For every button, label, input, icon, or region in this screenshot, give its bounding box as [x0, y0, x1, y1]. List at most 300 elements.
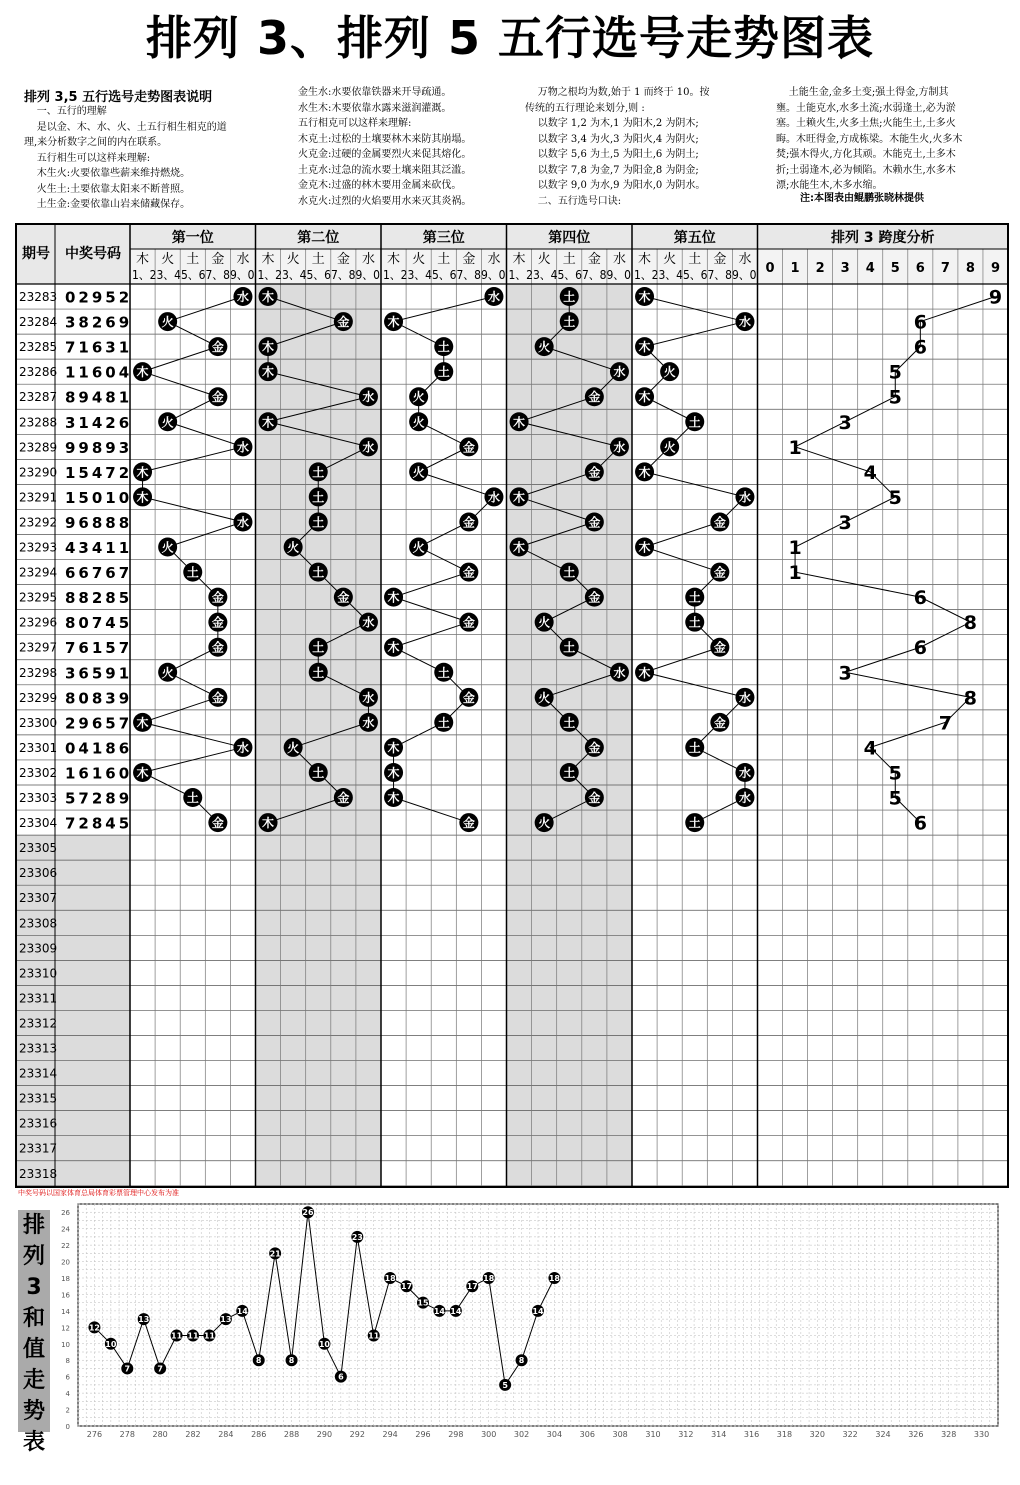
element-ball-label: 火	[538, 340, 551, 355]
element-ball-label: 金	[713, 515, 726, 530]
sum-point-label: 21	[269, 1249, 281, 1259]
period-label: 23305	[19, 841, 58, 856]
element-ball-label: 火	[161, 665, 174, 680]
sum-x-tick: 322	[842, 1430, 858, 1439]
element-ball-label: 木	[387, 315, 400, 330]
header-span-digit: 4	[865, 261, 875, 276]
header-position: 第二位	[297, 230, 340, 246]
header-element: 金	[462, 252, 476, 267]
header-element: 火	[286, 252, 300, 267]
period-label: 23295	[19, 590, 58, 605]
period-label: 23313	[19, 1041, 58, 1056]
span-value: 6	[913, 311, 927, 334]
period-label: 23287	[19, 390, 58, 405]
header-element: 水	[236, 252, 250, 267]
sum-point-label: 8	[288, 1356, 295, 1366]
element-ball-label: 火	[538, 816, 551, 831]
sum-point-label: 10	[318, 1339, 330, 1349]
element-ball-label: 土	[437, 365, 450, 380]
element-ball-label: 木	[513, 540, 526, 555]
sum-y-tick: 4	[65, 1390, 70, 1399]
header-element-digits: 1、23、45、67、89、0	[508, 268, 631, 282]
span-value: 3	[838, 511, 852, 534]
sum-y-tick: 12	[61, 1324, 70, 1333]
header-span-digit: 5	[890, 261, 900, 276]
element-ball-label: 土	[563, 765, 576, 780]
sum-chart-title-char: 势	[22, 1399, 45, 1424]
period-label: 23310	[19, 966, 58, 981]
header-span-digit: 1	[790, 261, 800, 276]
period-label: 23297	[19, 640, 58, 655]
element-ball-label: 水	[738, 315, 751, 330]
element-ball-label: 木	[262, 365, 275, 380]
element-ball-label: 金	[211, 615, 224, 630]
element-ball-label: 土	[437, 715, 450, 730]
sum-y-tick: 2	[65, 1406, 70, 1415]
sum-x-tick: 298	[448, 1430, 464, 1439]
element-ball-label: 金	[211, 590, 224, 605]
sum-point-label: 11	[203, 1331, 215, 1341]
winning-number: 71631	[65, 338, 133, 357]
sum-x-tick: 280	[152, 1430, 168, 1439]
sum-y-tick: 6	[65, 1373, 70, 1382]
sum-x-tick: 302	[513, 1430, 530, 1439]
winning-number: 99893	[65, 438, 133, 457]
sum-y-tick: 16	[61, 1291, 70, 1300]
element-ball-label: 土	[437, 665, 450, 680]
period-label: 23300	[19, 715, 58, 730]
element-ball-label: 火	[412, 540, 425, 555]
period-label: 23316	[19, 1116, 58, 1131]
span-value: 9	[988, 286, 1003, 309]
winning-number: 38269	[65, 313, 133, 332]
sum-chart-title-char: 表	[22, 1430, 45, 1455]
sum-y-tick: 26	[61, 1209, 70, 1218]
span-value: 4	[863, 461, 877, 484]
element-ball-label: 火	[412, 465, 425, 480]
winning-number: 43411	[65, 539, 133, 558]
element-ball-label: 水	[738, 690, 751, 705]
winning-number: 80745	[65, 614, 133, 633]
element-ball-label: 土	[688, 590, 701, 605]
winning-number: 29657	[65, 714, 133, 733]
winning-number: 88285	[65, 589, 133, 608]
element-ball-label: 水	[362, 715, 375, 730]
period-label: 23291	[19, 490, 58, 505]
element-ball-label: 木	[387, 765, 400, 780]
element-ball-label: 木	[638, 540, 651, 555]
description-col2: 金生水:水要依靠铁器来开导疏通。 水生木:木要依靠水露来滋润灌溉。 五行相克可以这样来理解: 木克土:过松的土壤要林木来防其崩塌。 火克金:过硬的金属要烈火来促其熔化。 土克水:过急的流水要土壤来阻其泛滥。 金克木:过盛的林木要用金属来砍伐。 水克火:过烈的火焰要用水来灭其炎祸。	[298, 87, 472, 207]
header-element: 水	[361, 252, 375, 267]
page-title: 排列 3、排列 5 五行选号走势图表	[145, 11, 875, 65]
header-element: 木	[638, 252, 652, 267]
header-element-digits: 1、23、45、67、89、0	[634, 268, 757, 282]
sum-y-tick: 14	[61, 1307, 70, 1316]
header-element: 金	[587, 252, 601, 267]
element-ball-label: 木	[638, 390, 651, 405]
winning-number: 66767	[65, 564, 133, 583]
sum-point-label: 8	[518, 1356, 525, 1366]
sum-y-tick: 18	[61, 1275, 70, 1283]
period-label: 23311	[19, 991, 58, 1006]
sum-x-tick: 330	[973, 1430, 990, 1439]
span-value: 4	[863, 737, 877, 760]
element-ball-label: 火	[161, 315, 174, 330]
sum-point-label: 8	[255, 1356, 262, 1366]
sum-x-tick: 300	[481, 1430, 497, 1439]
span-value: 3	[838, 411, 852, 434]
header-element-digits: 1、23、45、67、89、0	[257, 268, 380, 282]
span-value: 3	[838, 662, 852, 685]
span-value: 8	[963, 687, 978, 710]
winning-number: 80839	[65, 689, 133, 708]
sum-point-label: 12	[88, 1323, 100, 1333]
sum-x-tick: 308	[612, 1430, 628, 1439]
element-ball-label: 木	[136, 765, 149, 780]
period-label: 23312	[19, 1016, 58, 1031]
element-ball-label: 金	[462, 690, 475, 705]
period-label: 23303	[19, 791, 58, 805]
element-ball-label: 水	[236, 440, 249, 455]
span-value: 6	[913, 812, 927, 835]
winning-number: 36591	[65, 664, 133, 683]
element-ball-label: 金	[211, 340, 224, 355]
header-position: 第五位	[673, 230, 716, 246]
sum-chart-title-char: 和	[22, 1306, 45, 1331]
period-label: 23288	[19, 415, 58, 430]
element-ball-label: 土	[688, 415, 701, 430]
header-element: 火	[537, 252, 551, 267]
span-value: 8	[963, 612, 978, 635]
header-element: 土	[186, 252, 200, 267]
element-ball-label: 金	[462, 515, 475, 530]
period-label: 23299	[19, 690, 58, 705]
span-value: 6	[913, 637, 927, 660]
sum-x-tick: 296	[415, 1430, 431, 1439]
element-ball-label: 木	[387, 590, 400, 605]
period-label: 23308	[19, 916, 58, 931]
sum-chart-title-char: 排	[22, 1213, 45, 1238]
sum-chart-title-char: 走	[22, 1368, 45, 1393]
element-ball-label: 木	[262, 340, 275, 355]
sum-y-tick: 10	[61, 1340, 70, 1349]
element-ball-label: 火	[538, 615, 551, 630]
period-label: 23309	[19, 941, 58, 956]
header-span-digit: 3	[840, 261, 850, 276]
element-ball-label: 金	[588, 390, 601, 405]
header-position: 第三位	[422, 230, 465, 246]
element-ball-label: 土	[563, 290, 576, 305]
element-ball-label: 土	[563, 315, 576, 330]
sum-x-tick: 316	[743, 1430, 760, 1439]
element-ball-label: 金	[211, 390, 224, 405]
element-ball-label: 水	[362, 390, 375, 405]
sum-x-tick: 324	[875, 1430, 891, 1439]
sum-y-tick: 24	[61, 1225, 70, 1234]
element-ball-label: 火	[161, 415, 174, 430]
element-ball-label: 木	[387, 740, 400, 755]
element-ball-label: 火	[412, 415, 425, 430]
element-ball-label: 水	[738, 490, 751, 505]
period-label: 23289	[19, 440, 58, 455]
span-value: 1	[788, 436, 802, 459]
period-label: 23317	[19, 1141, 58, 1156]
sum-x-tick: 282	[185, 1430, 201, 1439]
period-label: 23315	[19, 1091, 58, 1106]
span-value: 5	[888, 386, 902, 409]
element-ball-label: 土	[563, 640, 576, 655]
period-label: 23285	[19, 340, 58, 355]
sum-point-label: 11	[171, 1331, 183, 1341]
element-ball-label: 木	[136, 465, 149, 480]
header-element-digits: 1、23、45、67、89、0	[383, 268, 506, 282]
header-element: 木	[136, 252, 150, 267]
header-element: 木	[261, 252, 275, 267]
element-ball-label: 水	[487, 290, 500, 305]
span-value: 5	[888, 486, 902, 509]
sum-x-tick: 290	[316, 1430, 333, 1439]
header-element: 水	[612, 252, 626, 267]
sum-y-tick: 0	[65, 1423, 70, 1431]
element-ball-label: 金	[211, 640, 224, 655]
element-ball-label: 火	[287, 540, 300, 555]
element-ball-label: 木	[387, 640, 400, 655]
header-span: 排列 3 跨度分析	[831, 230, 935, 246]
winning-number: 04186	[65, 739, 133, 758]
sum-point-label: 6	[338, 1372, 344, 1382]
header-element: 金	[211, 252, 225, 267]
sum-point-label: 15	[417, 1298, 429, 1308]
winning-number: 11604	[65, 363, 133, 382]
sum-point-label: 13	[138, 1315, 150, 1325]
element-ball-label: 金	[337, 315, 350, 330]
sum-chart-title-char: 3	[26, 1275, 42, 1300]
element-ball-label: 金	[337, 590, 350, 605]
sum-point-label: 7	[124, 1364, 131, 1374]
header-span-digit: 7	[940, 261, 950, 276]
element-ball-label: 木	[262, 290, 275, 305]
header-position: 第四位	[548, 230, 591, 246]
element-ball-label: 水	[362, 690, 375, 705]
sum-x-tick: 304	[546, 1430, 563, 1439]
element-ball-label: 土	[563, 715, 576, 730]
element-ball-label: 火	[287, 740, 300, 755]
element-ball-label: 金	[588, 465, 601, 480]
sum-point-label: 11	[187, 1331, 199, 1341]
element-ball-label: 木	[638, 465, 651, 480]
winning-number: 31426	[65, 413, 133, 432]
element-ball-label: 金	[211, 690, 224, 705]
element-ball-label: 土	[688, 740, 701, 755]
description-col1: 一、五行的理解 是以金、木、水、火、土五行相生相克的道 理,来分析数字之间的内在联系。 五行相生可以这样来理解: 木生火:火要依靠些薪来维持燃烧。 火生土:土要依靠太阳来不断普照。 土生金:金要依靠山岩来储藏保存。	[24, 106, 227, 210]
element-ball-label: 金	[588, 590, 601, 605]
winning-number: 72845	[65, 814, 133, 833]
header-span-digit: 9	[990, 261, 1000, 276]
sum-x-tick: 306	[579, 1430, 595, 1439]
element-ball-label: 木	[638, 665, 651, 680]
sum-point-label: 17	[401, 1282, 413, 1292]
element-ball-label: 金	[588, 740, 601, 755]
element-ball-label: 金	[713, 565, 726, 580]
sum-chart-title	[18, 1210, 50, 1455]
sum-point-label: 13	[220, 1315, 232, 1325]
header-period: 期号	[22, 246, 50, 262]
element-ball-label: 火	[412, 390, 425, 405]
sum-x-tick: 310	[645, 1430, 661, 1439]
header-element: 金	[713, 252, 727, 267]
span-value: 1	[788, 562, 802, 585]
element-ball-label: 金	[462, 816, 475, 831]
sum-chart-title-char: 值	[22, 1337, 45, 1362]
element-ball-label: 木	[262, 816, 275, 831]
element-ball-label: 木	[136, 715, 149, 730]
sum-point-label: 14	[236, 1306, 248, 1316]
sum-y-tick: 20	[61, 1258, 70, 1267]
period-label: 23314	[19, 1066, 58, 1081]
element-ball-label: 金	[713, 715, 726, 730]
sum-point-label: 26	[302, 1208, 314, 1218]
sum-point-label: 14	[433, 1306, 445, 1316]
sum-x-tick: 328	[941, 1430, 957, 1439]
header-span-digit: 0	[765, 261, 775, 276]
sum-point-label: 11	[368, 1331, 380, 1341]
span-value: 6	[913, 587, 927, 610]
span-value: 7	[938, 712, 952, 735]
period-label: 23302	[19, 765, 58, 780]
period-label: 23294	[19, 565, 58, 580]
sum-point-label: 23	[351, 1232, 363, 1242]
winning-number: 15472	[65, 463, 133, 482]
element-ball-label: 水	[613, 365, 626, 380]
period-label: 23304	[19, 816, 58, 831]
span-value: 5	[888, 762, 902, 785]
element-ball-label: 木	[387, 791, 400, 806]
header-element: 木	[512, 252, 526, 267]
element-ball-label: 土	[312, 490, 325, 505]
element-ball-label: 水	[487, 490, 500, 505]
element-ball-label: 水	[613, 440, 626, 455]
period-label: 23307	[19, 891, 58, 906]
element-ball-label: 水	[236, 515, 249, 530]
period-label: 23306	[19, 866, 58, 881]
winning-number: 57289	[65, 789, 133, 808]
element-ball-label: 金	[588, 515, 601, 530]
element-ball-label: 土	[688, 816, 701, 831]
header-element: 金	[336, 252, 350, 267]
element-ball-label: 土	[312, 465, 325, 480]
element-ball-label: 土	[312, 515, 325, 530]
element-ball-label: 水	[738, 791, 751, 806]
span-value: 5	[888, 361, 902, 384]
header-element: 土	[688, 252, 702, 267]
sum-x-tick: 294	[382, 1430, 398, 1439]
description-heading: 排列 3,5 五行选号走势图表说明	[24, 90, 213, 105]
sum-x-tick: 292	[349, 1430, 365, 1439]
element-ball-label: 金	[462, 615, 475, 630]
description-col4: 土能生金,金多土变;强土得金,方制其 壅。土能克水,水多土流;水弱逢土,必为淤 塞。土赖火生,火多土焦;火能生土,土多火 晦。木旺得金,方成栋梁。木能生火,火多木 焚;强木得火,方化其顽。木能克土,土多木 折;土弱逢木,必为倾陷。木赖水生,水多木 漂;水能生木,木多水缩。	[776, 87, 963, 191]
sum-x-tick: 276	[86, 1430, 103, 1439]
period-label: 23283	[19, 290, 58, 304]
span-value: 6	[913, 336, 927, 359]
element-ball-label: 土	[437, 340, 450, 355]
sum-x-tick: 326	[908, 1430, 924, 1439]
description-col3: 万物之根均为数,始于 1 而终于 10。按 传统的五行理论来划分,则 : 以数字 1,2 为木,1 为阳木,2 为阴木; 以数字 3,4 为火,3 为阳火,4 为阴火; 以数字 5,6 为土,5 为阳土,6 为阴土; 以数字 7,8 为金,7 为阳金,8 为阴金; 以数字 9,0 为水,9 为阳水,0 为阴水。 二、五行选号口诀:	[525, 87, 710, 207]
element-ball-label: 土	[312, 640, 325, 655]
empty-rows-shade	[16, 835, 130, 1187]
sum-point-label: 14	[450, 1306, 462, 1316]
period-label: 23286	[19, 365, 58, 380]
element-ball-label: 木	[513, 490, 526, 505]
element-ball-label: 金	[462, 440, 475, 455]
winning-number: 16160	[65, 764, 133, 783]
element-ball-label: 水	[236, 740, 249, 755]
element-ball-label: 金	[713, 640, 726, 655]
element-ball-label: 木	[136, 365, 149, 380]
winning-number: 96888	[65, 513, 133, 532]
header-element: 土	[311, 252, 325, 267]
element-ball-label: 金	[337, 791, 350, 806]
element-ball-label: 水	[236, 290, 249, 305]
element-ball-label: 水	[362, 615, 375, 630]
header-element: 火	[663, 252, 677, 267]
sum-x-tick: 288	[283, 1430, 300, 1439]
element-ball-label: 木	[136, 490, 149, 505]
sum-point-label: 14	[532, 1306, 544, 1316]
period-label: 23296	[19, 615, 58, 630]
header-position: 第一位	[171, 230, 214, 246]
sum-point-label: 5	[502, 1380, 508, 1390]
header-element: 火	[161, 252, 175, 267]
element-ball-label: 土	[312, 565, 325, 580]
sum-point-label: 18	[483, 1274, 495, 1283]
element-ball-label: 火	[663, 440, 676, 455]
element-ball-label: 金	[462, 565, 475, 580]
header-number: 中奖号码	[65, 246, 121, 262]
element-ball-label: 土	[563, 565, 576, 580]
period-label: 23293	[19, 540, 58, 555]
element-ball-label: 金	[588, 791, 601, 806]
period-label: 23298	[19, 665, 58, 680]
header-element-digits: 1、23、45、67、89、0	[132, 268, 255, 282]
element-ball-label: 金	[211, 816, 224, 831]
sum-point-label: 18	[384, 1274, 396, 1283]
winning-number: 15010	[65, 488, 133, 507]
period-label: 23290	[19, 465, 58, 480]
sum-x-tick: 320	[809, 1430, 825, 1439]
element-ball-label: 火	[161, 540, 174, 555]
element-ball-label: 土	[688, 615, 701, 630]
sum-y-tick: 22	[61, 1242, 70, 1251]
sum-point-label: 10	[105, 1339, 117, 1349]
period-label: 23301	[19, 740, 58, 755]
header-element: 火	[412, 252, 426, 267]
sum-x-tick: 314	[711, 1430, 727, 1439]
header-span-digit: 2	[815, 261, 825, 276]
element-ball-label: 木	[638, 290, 651, 305]
element-ball-label: 土	[186, 791, 199, 806]
header-element: 土	[562, 252, 576, 267]
sum-x-tick: 286	[251, 1430, 267, 1439]
winning-number: 89481	[65, 388, 133, 407]
span-value: 1	[788, 537, 802, 560]
element-ball-label: 木	[262, 415, 275, 430]
sum-point-label: 17	[466, 1282, 478, 1292]
sum-y-tick: 8	[65, 1357, 70, 1366]
header-span-digit: 8	[965, 261, 975, 276]
header-element: 木	[387, 252, 401, 267]
header-element: 水	[487, 252, 501, 267]
period-label: 23284	[19, 315, 58, 330]
